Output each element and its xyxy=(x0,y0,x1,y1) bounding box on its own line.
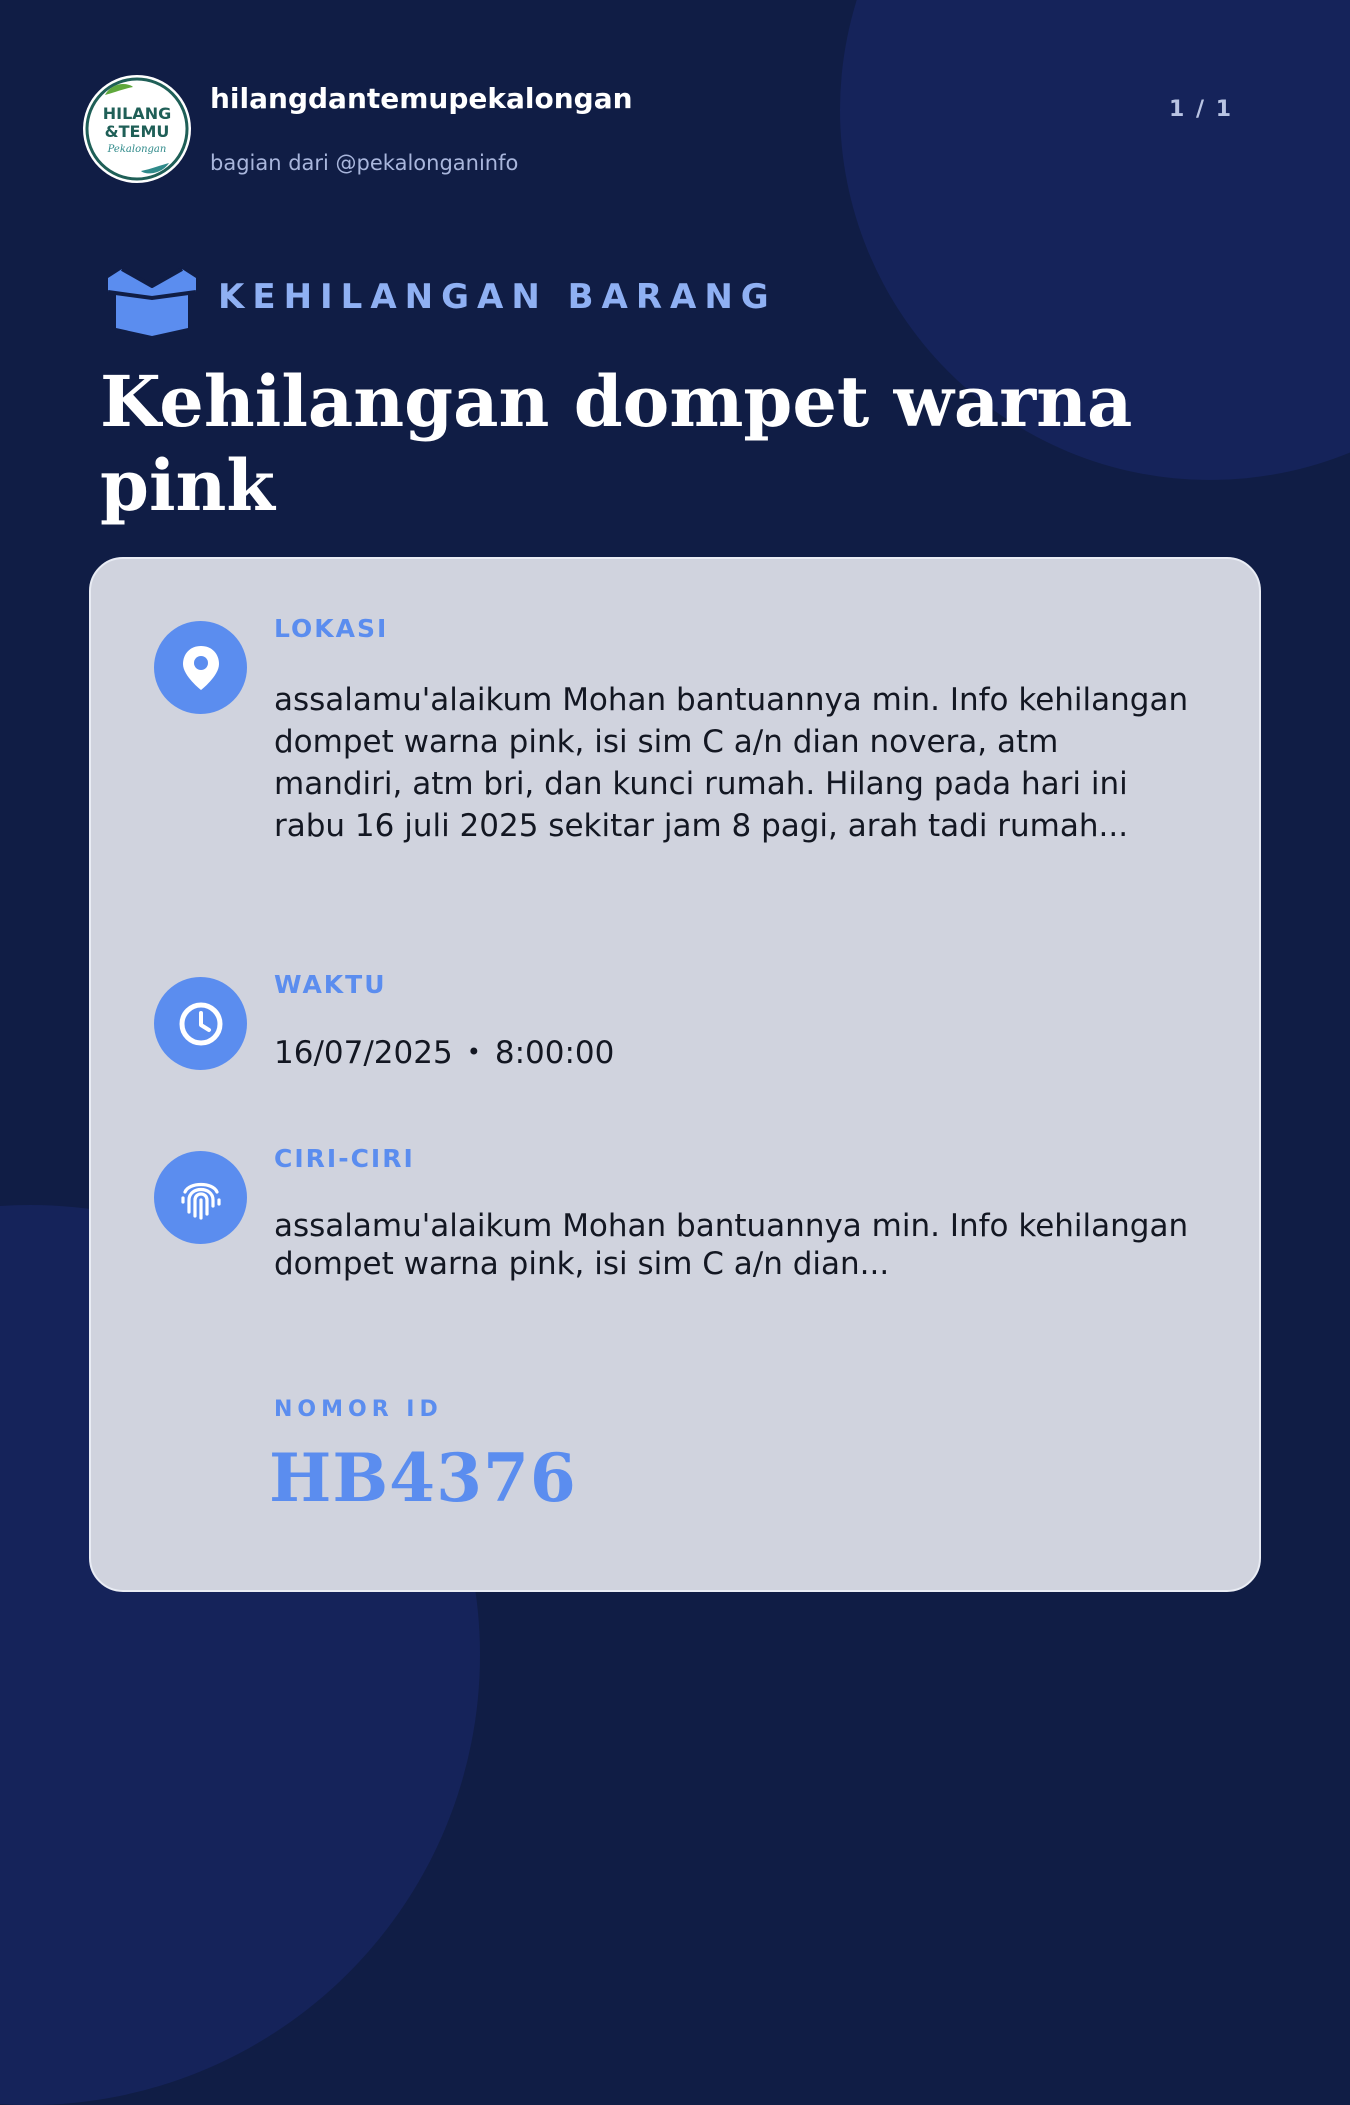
post-title: Kehilangan dompet warna pink xyxy=(100,360,1133,527)
date-text: 16/07/2025 xyxy=(274,1035,453,1071)
page-indicator: 1 / 1 xyxy=(1169,97,1233,122)
fingerprint-icon xyxy=(154,1151,247,1244)
account-avatar-logo[interactable] xyxy=(83,75,191,183)
account-subtitle: bagian dari @pekalonganinfo xyxy=(210,151,519,175)
time-label: WAKTU xyxy=(274,970,387,999)
location-pin-icon xyxy=(154,621,247,714)
category-label: KEHILANGAN BARANG xyxy=(218,277,777,317)
location-text: assalamu'alaikum Mohan bantuannya min. Info kehilangan dompet warna pink, isi sim C a/n dian novera, atm mandiri, atm bri, dan kunci rumah. Hilang pada hari ini rabu 16 juli 2025 sekitar jam 8 pagi, arah tadi rumah... xyxy=(274,682,1189,844)
features-text: assalamu'alaikum Mohan bantuannya min. Info kehilangan dompet warna pink, isi sim C a/n dian... xyxy=(274,1208,1189,1282)
id-label: NOMOR ID xyxy=(274,1397,443,1422)
id-value: HB4376 xyxy=(269,1439,577,1517)
box-icon xyxy=(104,266,200,336)
svg-text:&TEMU: &TEMU xyxy=(104,122,170,141)
svg-text:Pekalongan: Pekalongan xyxy=(107,144,167,155)
separator-dot: • xyxy=(466,1038,481,1066)
location-label: LOKASI xyxy=(274,614,389,643)
account-name[interactable]: hilangdantemupekalongan xyxy=(210,82,633,115)
svg-text:HILANG: HILANG xyxy=(102,104,172,123)
post-header xyxy=(83,75,1263,185)
features-label: CIRI-CIRI xyxy=(274,1144,415,1173)
details-card xyxy=(89,557,1261,1592)
time-value xyxy=(274,1035,614,1071)
time-text: 8:00:00 xyxy=(494,1035,615,1071)
clock-icon xyxy=(154,977,247,1070)
